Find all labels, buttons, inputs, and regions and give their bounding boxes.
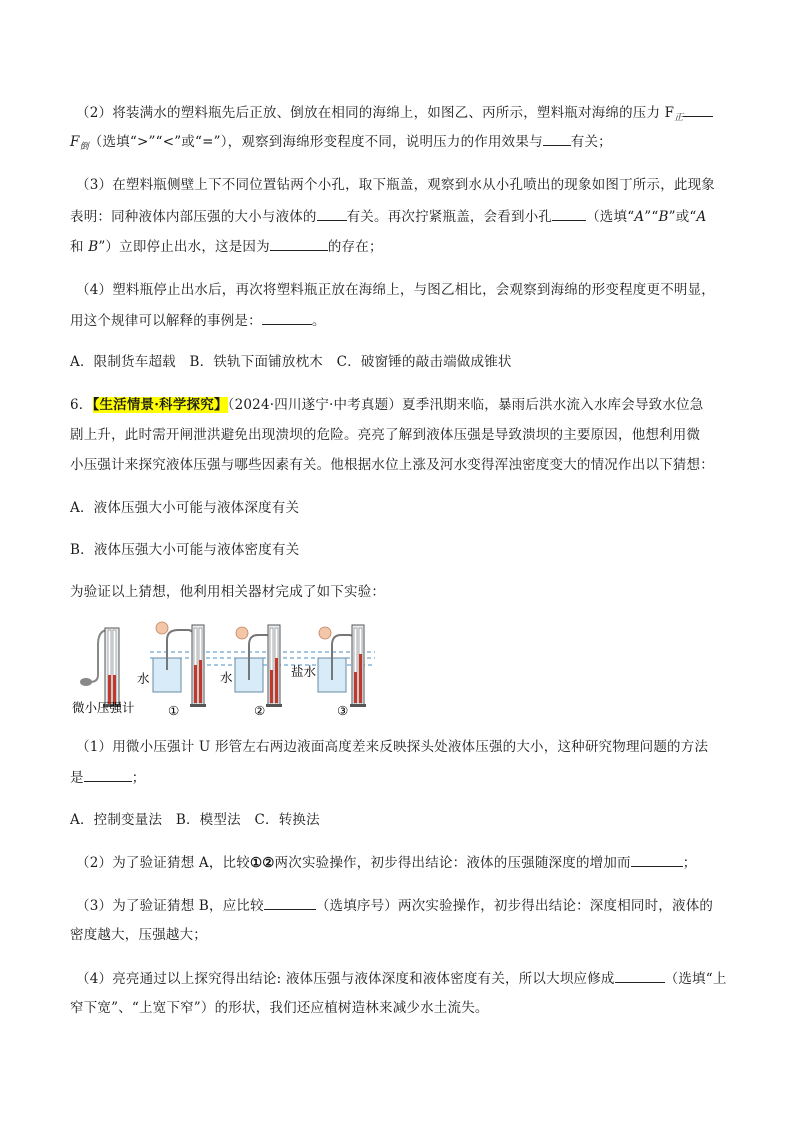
label-experiment-2: ② bbox=[254, 703, 266, 718]
answer-blank[interactable] bbox=[615, 968, 665, 983]
hole-b-label: B bbox=[88, 239, 99, 255]
q5-part2-text: （2）将装满水的塑料瓶先后正放、倒放在相同的海绵上，如图乙、丙所示，塑料瓶对海绵的压力 F bbox=[76, 105, 675, 121]
hole-a-label: A bbox=[634, 209, 645, 225]
q6-intro: 为验证以上猜想，他利用相关器材完成了如下实验： bbox=[70, 584, 386, 600]
q5-part3-text: ”）立即停止出水，这是因为 bbox=[98, 239, 270, 255]
q6-part2-text: （2）为了验证猜想 A，比较 bbox=[76, 855, 250, 871]
q6-part4-line2: 窄下宽”、“上宽下窄”）的形状，我们还应植树造林来减少水土流失。 bbox=[70, 1000, 489, 1016]
question-tag: 【生活情景·科学探究】 bbox=[92, 397, 228, 413]
q5-part3-text: 和 bbox=[70, 239, 89, 255]
answer-blank[interactable] bbox=[552, 206, 586, 221]
label-water-2: 水 bbox=[220, 670, 233, 685]
q6-guess-a: A．液体压强大小可能与液体深度有关 bbox=[70, 500, 300, 516]
q5-part3-line3 bbox=[70, 236, 730, 257]
label-experiment-3: ③ bbox=[337, 703, 349, 718]
q5-part3-text: 的存在； bbox=[327, 239, 383, 255]
label-salt-water: 盐水 bbox=[291, 664, 317, 679]
q5-part2-text: 有关； bbox=[570, 134, 612, 150]
q5-part3-line1: （3）在塑料瓶侧壁上下不同位置钻两个小孔，取下瓶盖，观察到水从小孔喷出的现象如图丁所示，此现象 bbox=[76, 177, 715, 193]
label-device: 微小压强计 bbox=[72, 700, 135, 715]
q6-part4-text: （选填“上 bbox=[664, 971, 727, 987]
q6-part1-line1: （1）用微小压强计 U 形管左右两边液面高度差来反映探头处液体压强的大小，这种研究物理问题的方法 bbox=[76, 739, 709, 755]
q5-part4-line1: （4）塑料瓶停止出水后，再次将塑料瓶正放在海绵上，与图乙相比，会观察到海绵的形变程度更不明显， bbox=[76, 282, 715, 298]
experiment-figure bbox=[70, 620, 390, 720]
q6-part1-text: 是 bbox=[70, 770, 84, 786]
hole-a-label: A bbox=[696, 209, 707, 225]
q5-part2-line1 bbox=[76, 102, 736, 128]
q6-part2-text: 两次实验操作，初步得出结论：液体的压强随深度的增加而 bbox=[274, 855, 631, 871]
setup-2-icon bbox=[235, 625, 282, 707]
q6-part4-text: （4）亮亮通过以上探究得出结论: 液体压强与液体深度和液体密度有关，所以大坝应修成 bbox=[76, 971, 615, 987]
q6-part4-line1 bbox=[76, 968, 736, 989]
q5-part3-text: ”或“ bbox=[668, 209, 697, 225]
answer-blank[interactable] bbox=[631, 852, 683, 867]
answer-blank[interactable] bbox=[317, 206, 347, 221]
label-water-1: 水 bbox=[137, 671, 150, 686]
q5-part3-line2 bbox=[70, 206, 730, 227]
force-symbol: F bbox=[70, 134, 80, 150]
setup-3-icon bbox=[318, 625, 366, 707]
q6-line1 bbox=[70, 395, 730, 415]
answer-blank[interactable] bbox=[84, 767, 132, 782]
q5-part2-text: （选填“>”“<”或“=”），观察到海绵形变程度不同，说明压力的作用效果与 bbox=[88, 134, 543, 150]
q6-line2: 剧上升，此时需开闸泄洪避免出现溃坝的危险。亮亮了解到液体压强是导致溃坝的主要原因，他想利用微 bbox=[70, 427, 701, 443]
pressure-gauge-icon bbox=[80, 628, 121, 707]
q6-part3-line2: 密度越大，压强越大； bbox=[70, 927, 207, 943]
q5-part3-text: 表明：同种液体内部压强的大小与液体的 bbox=[70, 209, 317, 225]
q6-line3: 小压强计来探究液体压强与哪些因素有关。他根据水位上涨及河水变得浑浊密度变大的情况作出以下猜想： bbox=[70, 457, 714, 473]
q6-part3-text: （选填序号）两次实验操作，初步得出结论：深度相同时，液体的 bbox=[315, 898, 714, 914]
label-experiment-1: ① bbox=[168, 703, 180, 718]
q5-part2-line2 bbox=[70, 131, 730, 157]
q6-part3-text: （3）为了验证猜想 B，应比较 bbox=[76, 898, 264, 914]
answer-blank[interactable] bbox=[270, 236, 328, 251]
experiment-numbers: ①② bbox=[249, 855, 275, 871]
q6-part1-options: A．控制变量法 B．模型法 C．转换法 bbox=[70, 812, 320, 828]
q6-guess-b: B．液体压强大小可能与液体密度有关 bbox=[70, 542, 300, 558]
question-number: 6． bbox=[70, 397, 93, 413]
q5-part3-text: ”“ bbox=[644, 209, 659, 225]
answer-blank[interactable] bbox=[264, 895, 316, 910]
answer-blank[interactable] bbox=[683, 102, 713, 117]
answer-blank[interactable] bbox=[543, 131, 571, 146]
q5-part3-text: （选填“ bbox=[586, 209, 635, 225]
q6-part2-line bbox=[76, 852, 736, 873]
setup-1-icon bbox=[153, 622, 206, 707]
q6-part1-text: ； bbox=[131, 770, 146, 786]
q5-part4-text: 用这个规律可以解释的事例是： bbox=[70, 313, 262, 329]
subscript-zheng: 正 bbox=[674, 113, 684, 123]
q5-part4-text: 。 bbox=[311, 313, 326, 329]
hole-b-label: B bbox=[658, 209, 669, 225]
q5-part3-text: 有关。再次拧紧瓶盖，会看到小孔 bbox=[346, 209, 553, 225]
answer-blank[interactable] bbox=[262, 310, 312, 325]
q6-part1-line2 bbox=[70, 767, 730, 788]
q5-part4-line2 bbox=[70, 310, 730, 331]
q6-part2-text: ； bbox=[682, 855, 697, 871]
q5-options: A．限制货车超载 B．铁轨下面铺放枕木 C．破窗锤的敲击端做成锥状 bbox=[70, 354, 512, 370]
subscript-dao: 倒 bbox=[79, 142, 89, 152]
q6-part3-line1 bbox=[76, 895, 736, 916]
q6-text: （2024·四川遂宁·中考真题）夏季汛期来临，暴雨后洪水流入水库会导致水位急 bbox=[227, 397, 704, 413]
